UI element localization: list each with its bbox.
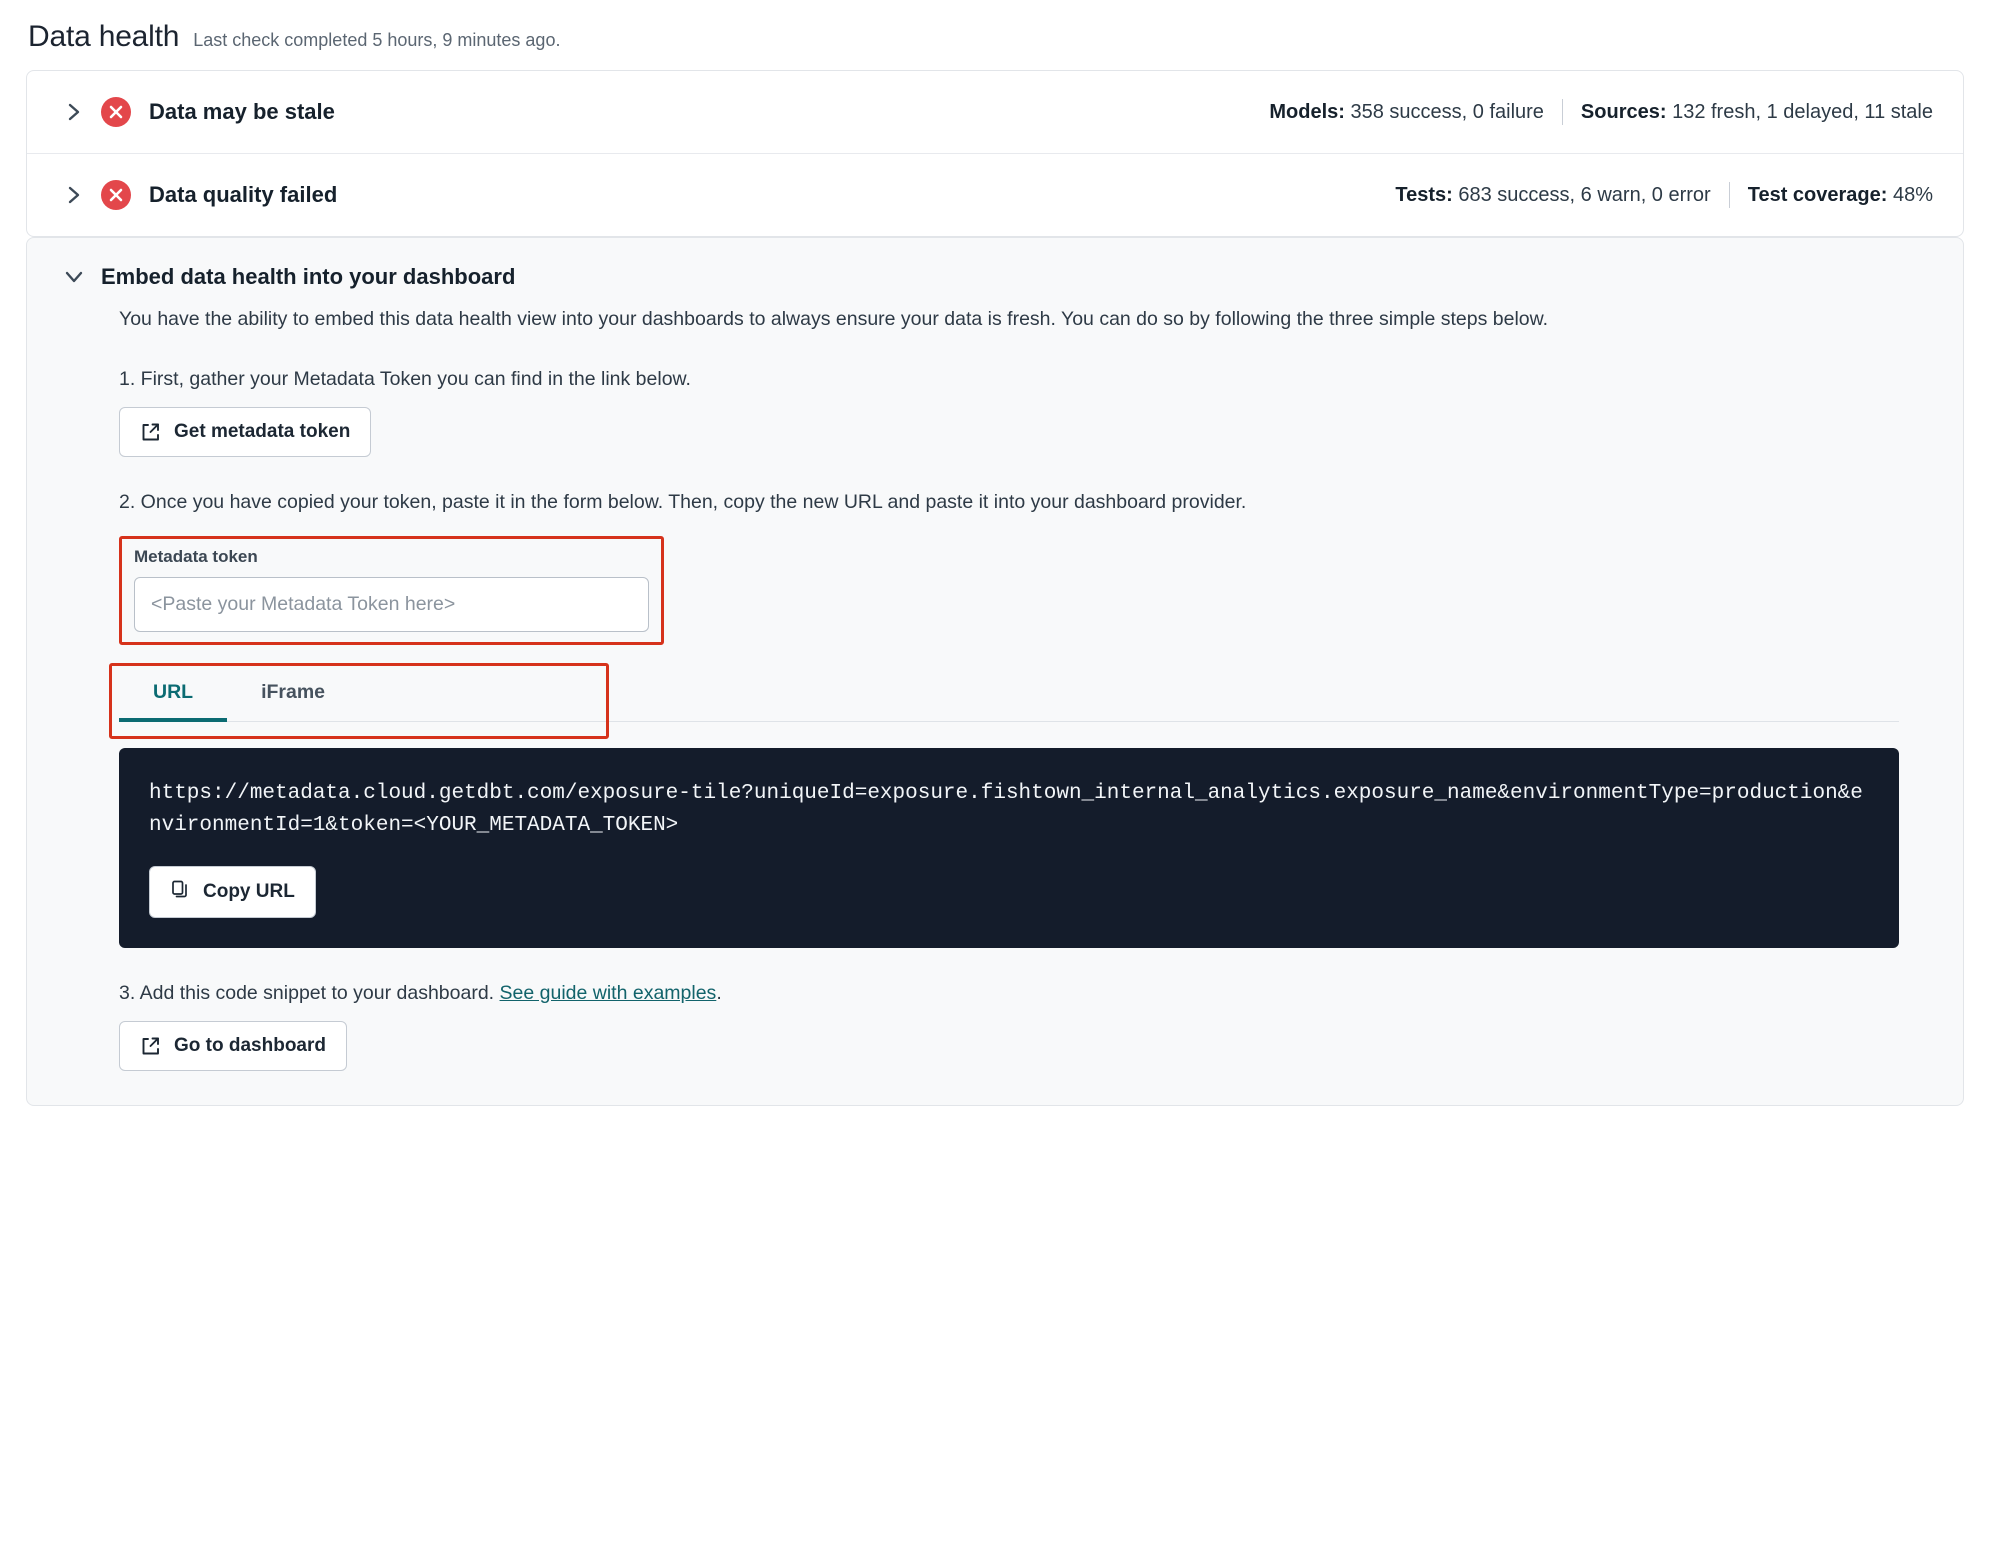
status-metrics (1395, 182, 1933, 208)
embed-step1-text: 1. First, gather your Metadata Token you can find in the link below. (119, 368, 691, 391)
external-link-icon (140, 422, 161, 443)
embed-title: Embed data health into your dashboard (101, 264, 516, 289)
error-circle-icon (101, 97, 131, 127)
metric-tests (1395, 184, 1710, 207)
metadata-token-annotation (119, 536, 664, 645)
get-metadata-token-label: Get metadata token (174, 421, 351, 443)
embed-step2-text: 2. Once you have copied your token, paste it in the form below. Then, copy the new URL and paste it into your dashboard provider. (119, 491, 1247, 514)
get-metadata-token-button[interactable] (119, 407, 371, 457)
embed-url-snippet: https://metadata.cloud.getdbt.com/exposure-tile?uniqueId=exposure.fishtown_internal_analytics.exposure_name&environmentType=production&environmentId=1&token=<YOUR_METADATA_TOKEN> (149, 782, 1863, 838)
metric-divider (1562, 99, 1563, 125)
status-metrics (1269, 99, 1933, 125)
metric-test-coverage-label: Test coverage: (1747, 183, 1888, 206)
metric-models-value: 358 success, 0 failure (1350, 100, 1544, 123)
status-row-data-quality[interactable] (27, 153, 1963, 236)
embed-tabs-wrapper (119, 671, 1923, 722)
tab-url[interactable]: URL (119, 671, 227, 722)
chevron-right-icon[interactable] (65, 103, 83, 121)
see-guide-link[interactable]: See guide with examples (499, 982, 717, 1005)
external-link-icon (140, 1036, 161, 1057)
tab-iframe[interactable]: iFrame (261, 681, 326, 704)
metadata-token-label: Metadata token (134, 547, 258, 567)
go-to-dashboard-label: Go to dashboard (174, 1035, 326, 1057)
metric-sources-value: 132 fresh, 1 delayed, 11 stale (1672, 100, 1933, 123)
page-title: Data health (28, 20, 180, 53)
metric-sources (1581, 101, 1933, 124)
embed-body (57, 304, 1933, 1071)
chevron-down-icon[interactable] (65, 268, 83, 286)
embed-description: You have the ability to embed this data health view into your dashboards to always ensure your data is fresh. You can do so by following the three simple steps below. (119, 308, 1549, 330)
status-row-data-stale[interactable] (27, 71, 1963, 153)
embed-code-block (119, 748, 1899, 948)
embed-step3-text (119, 982, 1923, 1005)
go-to-dashboard-button[interactable] (119, 1021, 347, 1071)
metric-tests-value: 683 success, 6 warn, 0 error (1458, 183, 1711, 206)
copy-icon (170, 879, 190, 905)
status-title: Data may be stale (149, 99, 335, 124)
embed-header[interactable] (57, 264, 1933, 290)
embed-tabs (119, 671, 1899, 722)
metadata-token-input[interactable] (134, 577, 649, 632)
last-check-status: Last check completed 5 hours, 9 minutes ago. (193, 30, 561, 50)
metric-test-coverage-value: 48% (1892, 183, 1933, 206)
metric-sources-label: Sources: (1580, 100, 1667, 123)
metric-tests-label: Tests: (1395, 183, 1453, 206)
status-card (26, 70, 1964, 237)
metric-models (1269, 101, 1544, 124)
embed-card (26, 237, 1964, 1106)
metric-divider (1729, 182, 1730, 208)
copy-url-button[interactable] (149, 866, 316, 918)
embed-step3-suffix: . (716, 982, 722, 1005)
page-header (26, 18, 1964, 70)
metric-test-coverage (1748, 184, 1933, 207)
copy-url-label: Copy URL (203, 881, 295, 903)
metric-models-label: Models: (1269, 100, 1345, 123)
embed-step3-prefix: 3. Add this code snippet to your dashboard. (119, 982, 500, 1005)
error-circle-icon (101, 180, 131, 210)
chevron-right-icon[interactable] (65, 186, 83, 204)
status-title: Data quality failed (149, 182, 338, 207)
